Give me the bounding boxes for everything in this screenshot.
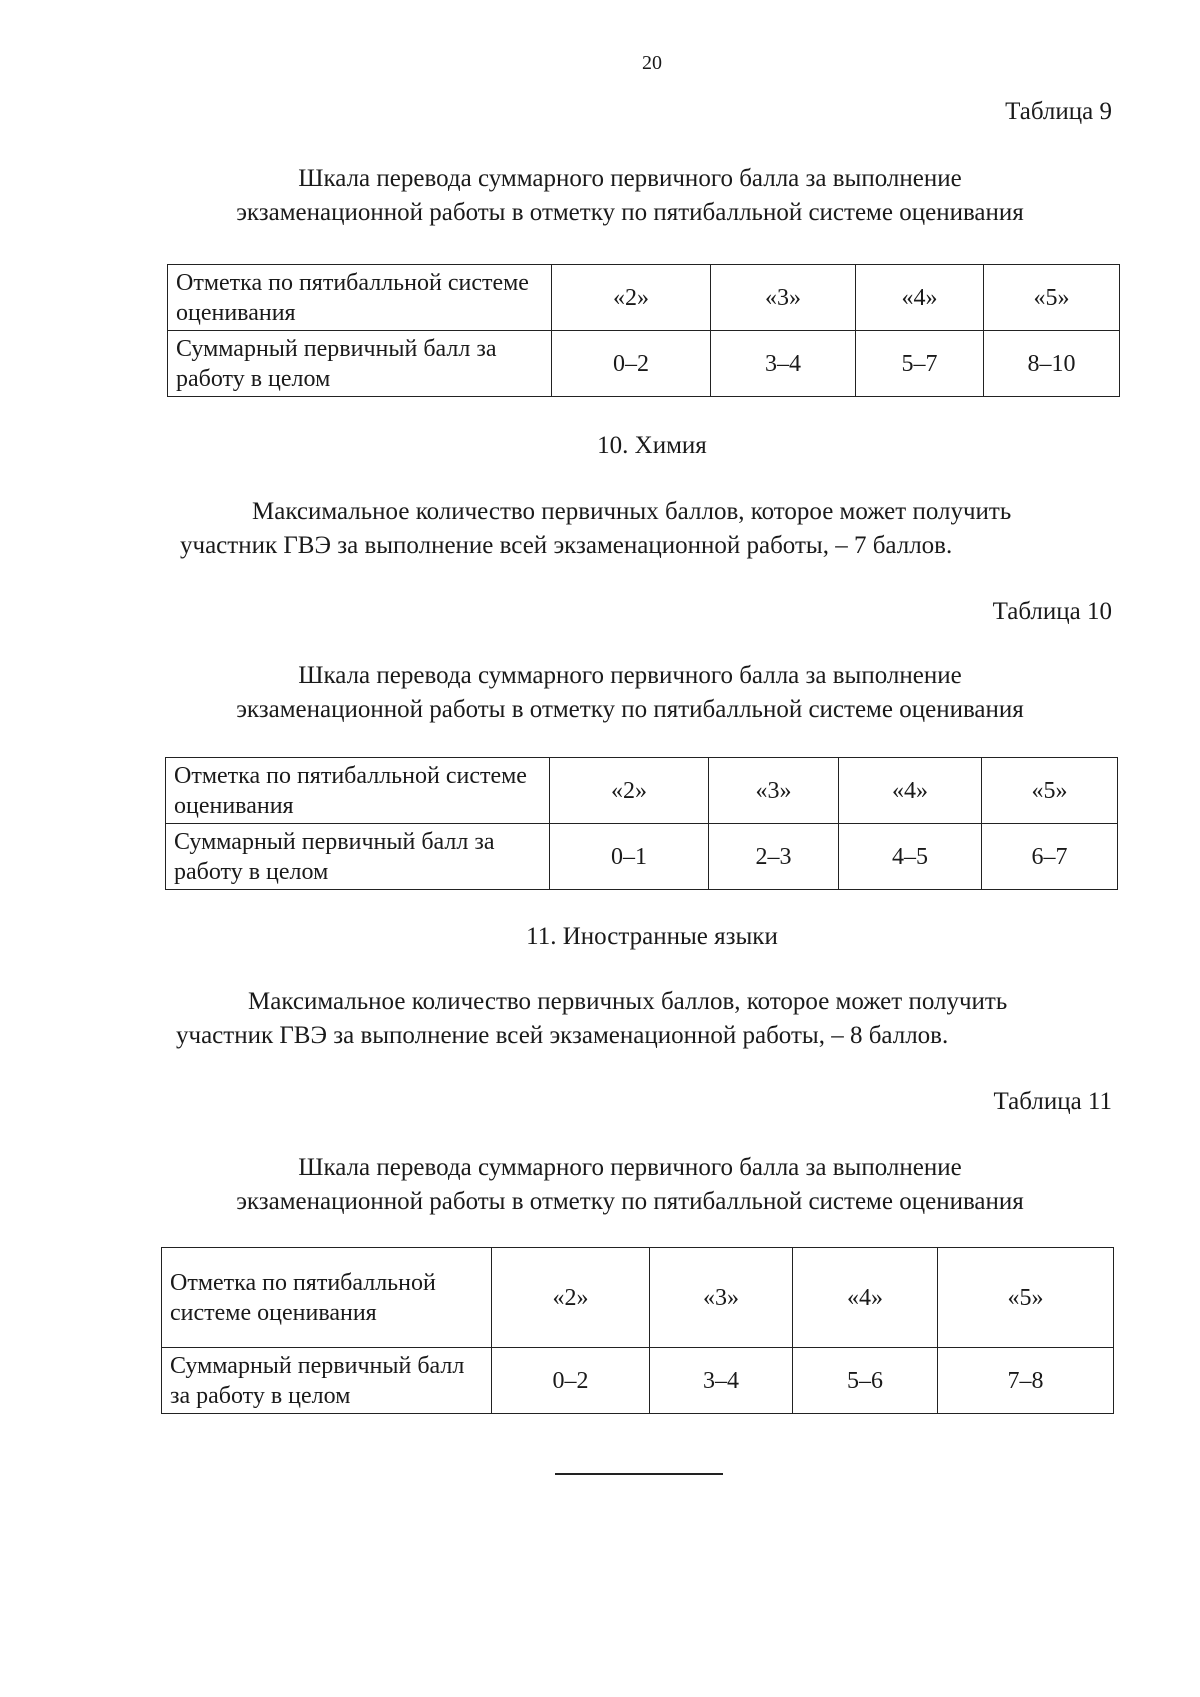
table-11-score-row-label: Суммарный первичный балл за работу в целом bbox=[162, 1348, 492, 1414]
section-10-paragraph-line-1: Максимальное количество первичных баллов, которое может получить bbox=[252, 498, 1012, 525]
table-9-grade-row bbox=[168, 265, 1120, 331]
table-10-score-row bbox=[166, 824, 1118, 890]
end-divider bbox=[555, 1473, 723, 1475]
table-11-grade-cell: «2» bbox=[492, 1248, 650, 1348]
table-11-score-row bbox=[162, 1348, 1114, 1414]
table-11-caption-line-1: Шкала перевода суммарного первичного балла за выполнение bbox=[298, 1154, 962, 1181]
table-9 bbox=[167, 264, 1120, 397]
table-10-grade-row bbox=[166, 758, 1118, 824]
section-10-paragraph bbox=[180, 495, 1011, 563]
table-9-grade-cell: «3» bbox=[711, 265, 856, 331]
table-9-caption-line-2: экзаменационной работы в отметку по пятибалльной системе оценивания bbox=[236, 199, 1024, 226]
table-10-grade-cell: «3» bbox=[709, 758, 839, 824]
table-11-score-cell: 5–6 bbox=[793, 1348, 938, 1414]
table-11-label: Таблица 11 bbox=[993, 1088, 1112, 1115]
table-10-caption-line-1: Шкала перевода суммарного первичного балла за выполнение bbox=[298, 662, 962, 689]
table-10-score-cell: 2–3 bbox=[709, 824, 839, 890]
table-10-score-cell: 6–7 bbox=[982, 824, 1118, 890]
table-11 bbox=[161, 1247, 1114, 1414]
table-10-score-row-label: Суммарный первичный балл за работу в целом bbox=[166, 824, 550, 890]
table-11-score-cell: 3–4 bbox=[650, 1348, 793, 1414]
table-11-caption-line-2: экзаменационной работы в отметку по пятибалльной системе оценивания bbox=[236, 1188, 1024, 1215]
page-number: 20 bbox=[642, 52, 662, 74]
table-9-grade-row-label: Отметка по пятибалльной системе оценивания bbox=[168, 265, 552, 331]
table-9-caption bbox=[0, 162, 1200, 230]
section-10-title: 10. Химия bbox=[597, 432, 707, 459]
table-10-grade-row-label: Отметка по пятибалльной системе оценивания bbox=[166, 758, 550, 824]
table-10-caption-line-2: экзаменационной работы в отметку по пятибалльной системе оценивания bbox=[236, 696, 1024, 723]
table-11-grade-row-label: Отметка по пятибалльной системе оценивания bbox=[162, 1248, 492, 1348]
table-10-grade-cell: «5» bbox=[982, 758, 1118, 824]
section-10-paragraph-line-2: участник ГВЭ за выполнение всей экзаменационной работы, – 7 баллов. bbox=[180, 532, 953, 559]
table-9-score-row bbox=[168, 331, 1120, 397]
table-10-grade-cell: «2» bbox=[550, 758, 709, 824]
table-10-caption bbox=[0, 659, 1200, 727]
table-10-score-cell: 0–1 bbox=[550, 824, 709, 890]
table-11-score-cell: 7–8 bbox=[938, 1348, 1114, 1414]
section-11-paragraph-line-2: участник ГВЭ за выполнение всей экзаменационной работы, – 8 баллов. bbox=[176, 1022, 949, 1049]
table-9-label: Таблица 9 bbox=[1005, 98, 1112, 125]
table-10 bbox=[165, 757, 1118, 890]
table-9-score-cell: 0–2 bbox=[552, 331, 711, 397]
table-9-score-cell: 3–4 bbox=[711, 331, 856, 397]
section-11-paragraph bbox=[176, 985, 1007, 1053]
table-9-grade-cell: «2» bbox=[552, 265, 711, 331]
table-10-grade-cell: «4» bbox=[839, 758, 982, 824]
table-11-grade-cell: «3» bbox=[650, 1248, 793, 1348]
table-11-caption bbox=[0, 1151, 1200, 1219]
table-10-label: Таблица 10 bbox=[992, 598, 1112, 625]
table-9-score-cell: 5–7 bbox=[856, 331, 984, 397]
table-9-score-row-label: Суммарный первичный балл за работу в целом bbox=[168, 331, 552, 397]
table-11-score-cell: 0–2 bbox=[492, 1348, 650, 1414]
table-9-grade-cell: «4» bbox=[856, 265, 984, 331]
table-10-score-cell: 4–5 bbox=[839, 824, 982, 890]
table-11-grade-row bbox=[162, 1248, 1114, 1348]
table-9-grade-cell: «5» bbox=[984, 265, 1120, 331]
table-11-grade-cell: «5» bbox=[938, 1248, 1114, 1348]
table-9-caption-line-1: Шкала перевода суммарного первичного балла за выполнение bbox=[298, 165, 962, 192]
section-11-paragraph-line-1: Максимальное количество первичных баллов, которое может получить bbox=[248, 988, 1008, 1015]
section-11-title: 11. Иностранные языки bbox=[526, 923, 778, 950]
table-9-score-cell: 8–10 bbox=[984, 331, 1120, 397]
table-11-grade-cell: «4» bbox=[793, 1248, 938, 1348]
